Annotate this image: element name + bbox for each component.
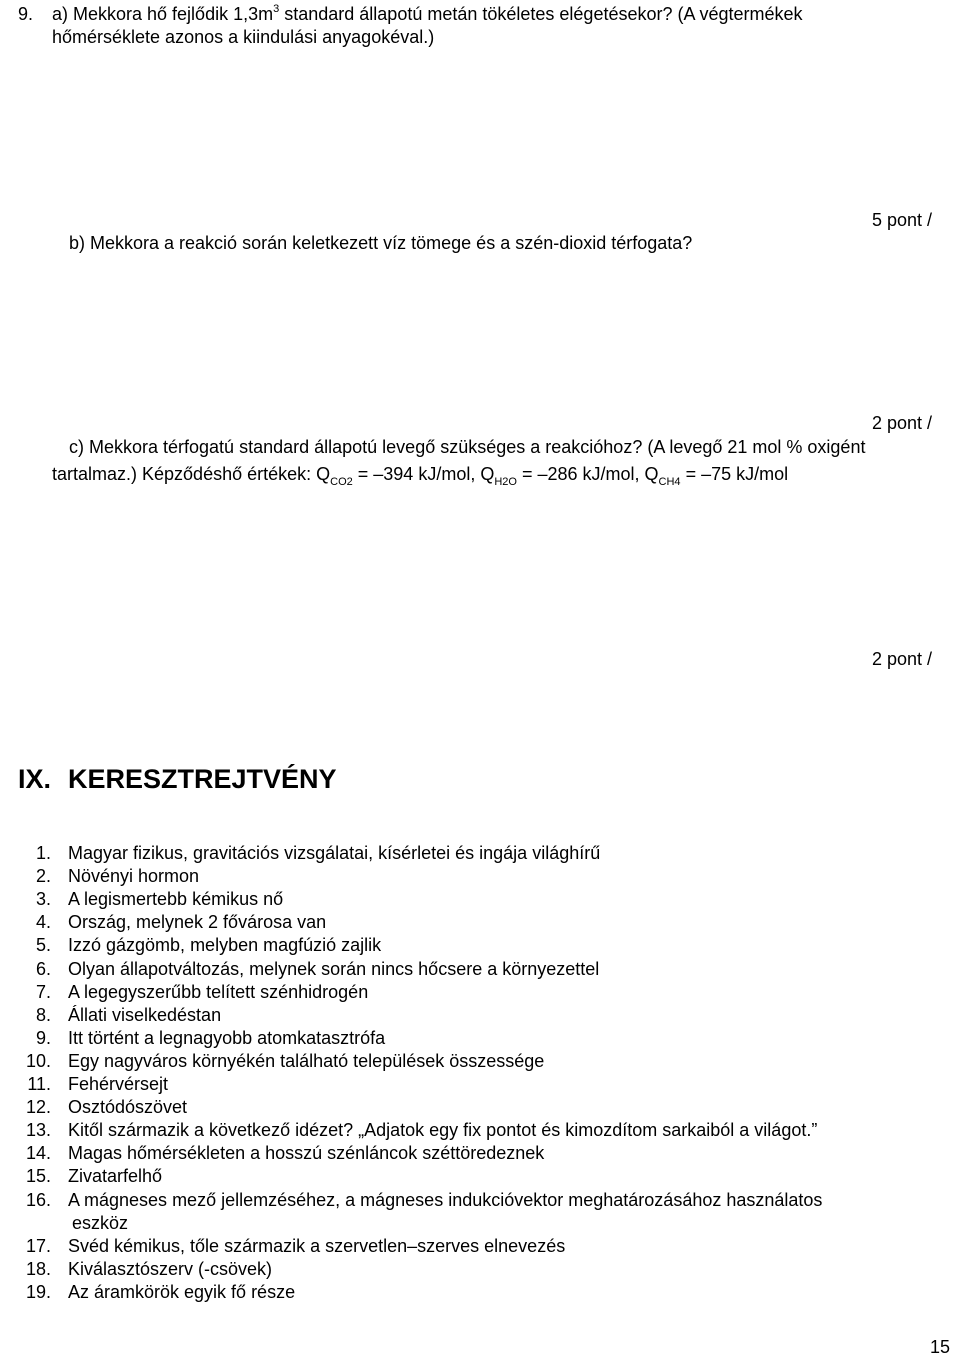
subscript-co2: CO2 bbox=[330, 476, 353, 488]
question-a-text-pre: a) Mekkora hő fejlődik 1,3m bbox=[52, 4, 274, 24]
list-item bbox=[0, 1212, 960, 1235]
clue-number: 18. bbox=[25, 1258, 51, 1279]
clue-text: Fehérvérsejt bbox=[68, 1074, 169, 1094]
clue-number: 3. bbox=[35, 889, 51, 910]
clue-text: A legegyszerűbb telített szénhidrogén bbox=[68, 981, 369, 1002]
clue-number: 4. bbox=[35, 912, 51, 933]
clue-text: Kitől származik a következő idézet? „Adjatok egy fix pontot és kimozdítom sarkaiból a világot.” bbox=[68, 1120, 818, 1141]
list-item bbox=[0, 958, 960, 981]
clue-list bbox=[0, 842, 960, 1307]
list-item bbox=[0, 865, 960, 888]
section-title: KERESZTREJTVÉNY bbox=[68, 764, 337, 794]
clue-text: Magyar fizikus, gravitációs vizsgálatai, kísérletei és ingája világhírű bbox=[68, 843, 601, 863]
clue-number: 9. bbox=[35, 1027, 51, 1048]
list-item bbox=[0, 911, 960, 934]
clue-number: 11. bbox=[27, 1074, 51, 1094]
clue-text: eszköz bbox=[72, 1212, 129, 1233]
clue-number: 1. bbox=[35, 843, 51, 863]
question-a-text-post: standard állapotú metán tökéletes elégetésekor? (A végtermékek bbox=[279, 4, 803, 24]
list-item bbox=[0, 842, 960, 865]
question-c-line2 bbox=[52, 463, 788, 488]
subscript-h2o: H2O bbox=[494, 476, 517, 488]
clue-text: Növényi hormon bbox=[68, 866, 200, 887]
clue-text: Osztódószövet bbox=[68, 1097, 188, 1118]
list-item bbox=[0, 1281, 960, 1304]
list-item bbox=[0, 1235, 960, 1258]
question-a-line2: hőmérséklete azonos a kiindulási anyagokéval.) bbox=[52, 27, 435, 47]
list-item bbox=[0, 1258, 960, 1281]
clue-text: Állati viselkedéstan bbox=[68, 1004, 222, 1025]
clue-number: 8. bbox=[35, 1004, 51, 1025]
list-item bbox=[0, 1073, 960, 1096]
clue-text: Izzó gázgömb, melyben magfúzió zajlik bbox=[68, 935, 382, 956]
clue-text: Zivatarfelhő bbox=[68, 1166, 163, 1187]
list-item bbox=[0, 934, 960, 957]
list-item bbox=[0, 981, 960, 1004]
clue-number: 13. bbox=[25, 1120, 51, 1141]
clue-number: 12. bbox=[25, 1097, 51, 1118]
list-item bbox=[0, 1189, 960, 1212]
clue-text: Itt történt a legnagyobb atomkatasztrófa bbox=[68, 1027, 386, 1048]
list-item bbox=[0, 1142, 960, 1165]
list-item bbox=[0, 1096, 960, 1119]
points-b: 2 pont / bbox=[871, 413, 932, 433]
list-item bbox=[0, 1119, 960, 1142]
clue-number: 15. bbox=[25, 1166, 51, 1187]
clue-number: 6. bbox=[35, 958, 51, 979]
clue-text: Magas hőmérsékleten a hosszú szénláncok széttöredeznek bbox=[68, 1143, 545, 1164]
clue-number: 14. bbox=[25, 1143, 51, 1164]
question-c-line1: c) Mekkora térfogatú standard állapotú levegő szükséges a reakcióhoz? (A levegő 21 mol % oxigént bbox=[69, 437, 866, 457]
question-c-text-c: = –286 kJ/mol, Q bbox=[516, 464, 659, 484]
clue-text: Egy nagyváros környékén található települések összessége bbox=[68, 1050, 545, 1071]
clue-text: Svéd kémikus, tőle származik a szervetlen–szerves elnevezés bbox=[68, 1235, 566, 1256]
list-item bbox=[0, 1050, 960, 1073]
question-a-line1 bbox=[52, 3, 803, 25]
clue-text: Olyan állapotváltozás, melynek során nincs hőcsere a környezettel bbox=[68, 958, 600, 979]
clue-number: 16. bbox=[25, 1189, 51, 1210]
question-c-text-d: = –75 kJ/mol bbox=[680, 464, 789, 484]
clue-text: Ország, melynek 2 fővárosa van bbox=[68, 912, 327, 933]
clue-text: Kiválasztószerv (-csövek) bbox=[68, 1258, 273, 1279]
page-number: 15 bbox=[929, 1337, 950, 1357]
list-item bbox=[0, 1027, 960, 1050]
question-c-text-a: tartalmaz.) Képződéshő értékek: Q bbox=[52, 464, 331, 484]
subscript-ch4: CH4 bbox=[658, 476, 681, 488]
points-a: 5 pont / bbox=[871, 210, 932, 230]
clue-text: A legismertebb kémikus nő bbox=[68, 889, 284, 910]
clue-number: 7. bbox=[35, 981, 51, 1002]
superscript-3: 3 bbox=[273, 3, 280, 15]
clue-number: 5. bbox=[35, 935, 51, 956]
list-item bbox=[0, 1004, 960, 1027]
clue-text: Az áramkörök egyik fő része bbox=[68, 1281, 296, 1302]
clue-number: 19. bbox=[25, 1281, 51, 1302]
section-numeral: IX. bbox=[18, 764, 52, 794]
points-c: 2 pont / bbox=[871, 649, 932, 669]
question-number: 9. bbox=[18, 4, 34, 24]
list-item bbox=[0, 888, 960, 911]
clue-number: 17. bbox=[25, 1235, 51, 1256]
clue-number: 10. bbox=[25, 1050, 51, 1071]
list-item bbox=[0, 1165, 960, 1188]
clue-text: A mágneses mező jellemzéséhez, a mágneses indukcióvektor meghatározásához használatos bbox=[68, 1189, 823, 1210]
question-c-text-b: = –394 kJ/mol, Q bbox=[352, 464, 495, 484]
question-b-text: b) Mekkora a reakció során keletkezett víz tömege és a szén-dioxid térfogata? bbox=[69, 233, 693, 253]
clue-number: 2. bbox=[35, 866, 51, 887]
